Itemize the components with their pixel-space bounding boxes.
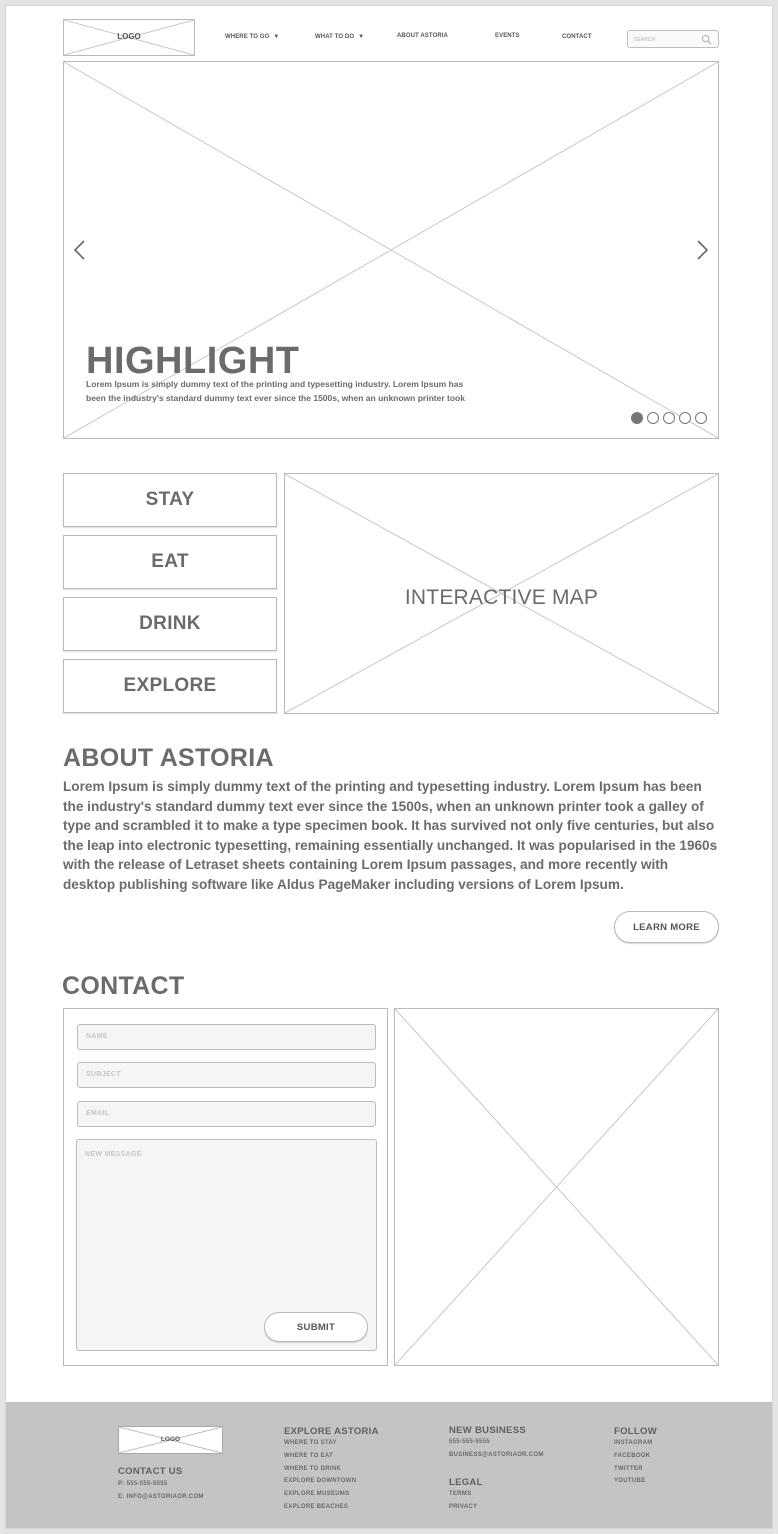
footer-link[interactable]: WHERE TO STAY bbox=[284, 1440, 337, 1446]
nav-what-to-do[interactable] bbox=[315, 34, 364, 40]
footer-link[interactable]: WHERE TO EAT bbox=[284, 1452, 334, 1459]
about-title: ABOUT ASTORIA bbox=[63, 744, 274, 772]
category-eat-button[interactable]: EAT bbox=[63, 535, 277, 589]
category-explore-button[interactable]: EXPLORE bbox=[63, 659, 277, 713]
chevron-right-icon[interactable] bbox=[693, 238, 711, 262]
hero-carousel bbox=[63, 61, 719, 439]
footer-phone: P: 555-555-5555 bbox=[118, 1481, 168, 1487]
nav-about-astoria[interactable]: ABOUT ASTORIA bbox=[397, 33, 448, 39]
footer-email[interactable]: E: INFO@ASTORIAOR.COM bbox=[118, 1494, 204, 1500]
footer bbox=[6, 1402, 773, 1529]
carousel-dot[interactable] bbox=[695, 412, 707, 424]
footer-social-link[interactable]: INSTAGRAM bbox=[614, 1440, 653, 1446]
carousel-dot[interactable] bbox=[679, 412, 691, 424]
email-field[interactable] bbox=[77, 1101, 376, 1127]
footer-explore-list bbox=[284, 1437, 356, 1514]
interactive-map[interactable] bbox=[284, 473, 719, 714]
message-placeholder: NEW MESSAGE bbox=[85, 1151, 142, 1158]
footer-legal-title: LEGAL bbox=[449, 1477, 483, 1488]
nav-where-to-go[interactable] bbox=[225, 34, 279, 40]
footer-business-phone: 555-555-5555 bbox=[449, 1439, 490, 1445]
footer-legal-list bbox=[449, 1488, 477, 1514]
subject-placeholder: SUBJECT bbox=[86, 1071, 121, 1078]
footer-contact-title: CONTACT US bbox=[118, 1466, 183, 1477]
email-placeholder: EMAIL bbox=[86, 1110, 110, 1117]
footer-business-email[interactable]: BUSINESS@ASTORIAOR.COM bbox=[449, 1451, 544, 1458]
search-icon[interactable] bbox=[701, 34, 712, 45]
carousel-dot[interactable] bbox=[631, 412, 643, 424]
footer-social-link[interactable]: FACEBOOK bbox=[614, 1452, 651, 1459]
footer-explore-title: EXPLORE ASTORIA bbox=[284, 1426, 379, 1437]
header-logo[interactable] bbox=[63, 19, 195, 56]
footer-new-business-title: NEW BUSINESS bbox=[449, 1425, 526, 1436]
subject-field[interactable] bbox=[77, 1062, 376, 1088]
nav-label: WHAT TO DO bbox=[315, 34, 355, 40]
contact-form bbox=[63, 1008, 388, 1366]
footer-new-business-list bbox=[449, 1436, 544, 1462]
footer-follow-title: FOLLOW bbox=[614, 1426, 657, 1437]
caret-down-icon: ▼ bbox=[358, 34, 365, 40]
logo-text: LOGO bbox=[117, 32, 141, 41]
nav-events[interactable]: EVENTS bbox=[495, 33, 520, 39]
search-input[interactable] bbox=[627, 30, 719, 48]
footer-link[interactable]: EXPLORE MUSEUMS bbox=[284, 1491, 350, 1498]
contact-image-placeholder bbox=[394, 1008, 719, 1366]
search-placeholder: SEARCH bbox=[634, 37, 656, 43]
footer-link[interactable]: WHERE TO DRINK bbox=[284, 1465, 342, 1472]
learn-more-button[interactable]: LEARN MORE bbox=[614, 911, 719, 943]
nav-contact[interactable]: CONTACT bbox=[562, 34, 592, 40]
footer-link[interactable]: PRIVACY bbox=[449, 1503, 478, 1510]
carousel-dot[interactable] bbox=[647, 412, 659, 424]
chevron-left-icon[interactable] bbox=[71, 238, 89, 262]
hero-text: Lorem Ipsum is simply dummy text of the printing and typesetting industry. Lorem Ipsum has been the industry's standard dummy text ever since the 1500s, when an unknown printer took bbox=[86, 379, 465, 403]
footer-logo[interactable] bbox=[118, 1426, 223, 1454]
footer-logo-text: LOGO bbox=[160, 1436, 181, 1443]
name-placeholder: NAME bbox=[86, 1033, 108, 1040]
category-drink-button[interactable]: DRINK bbox=[63, 597, 277, 651]
footer-link[interactable]: EXPLORE DOWNTOWN bbox=[284, 1478, 357, 1485]
hero-title: HIGHLIGHT bbox=[86, 340, 300, 382]
footer-social-link[interactable]: YOUTUBE bbox=[614, 1478, 646, 1485]
carousel-dot[interactable] bbox=[663, 412, 675, 424]
category-stay-button[interactable]: STAY bbox=[63, 473, 277, 527]
caret-down-icon: ▼ bbox=[273, 34, 280, 40]
name-field[interactable] bbox=[77, 1024, 376, 1050]
contact-title: CONTACT bbox=[62, 972, 185, 1000]
about-text: Lorem Ipsum is simply dummy text of the printing and typesetting industry. Lorem Ipsum has been the industry's standard dummy text ever since the 1500s, when an unknown printer took a galley of type and scrambled it to make a type specimen book. It has survived not only five centuries, but also the leap into electronic typesetting, remaining essentially unchanged. It was popularised in the 1960s with the release of Letraset sheets containing Lorem Ipsum passages, and more recently with desktop publishing software like Aldus PageMaker including versions of Lorem Ipsum. bbox=[63, 779, 718, 892]
nav-label: WHERE TO GO bbox=[225, 34, 270, 40]
carousel-dots bbox=[631, 412, 707, 424]
footer-link[interactable]: EXPLORE BEACHES bbox=[284, 1503, 349, 1510]
map-label: INTERACTIVE MAP bbox=[404, 586, 599, 609]
footer-social-link[interactable]: TWITTER bbox=[614, 1465, 643, 1472]
footer-link[interactable]: TERMS bbox=[449, 1491, 472, 1497]
footer-follow-list bbox=[614, 1437, 653, 1488]
submit-button[interactable]: SUBMIT bbox=[264, 1312, 368, 1342]
page-frame bbox=[5, 5, 773, 1529]
